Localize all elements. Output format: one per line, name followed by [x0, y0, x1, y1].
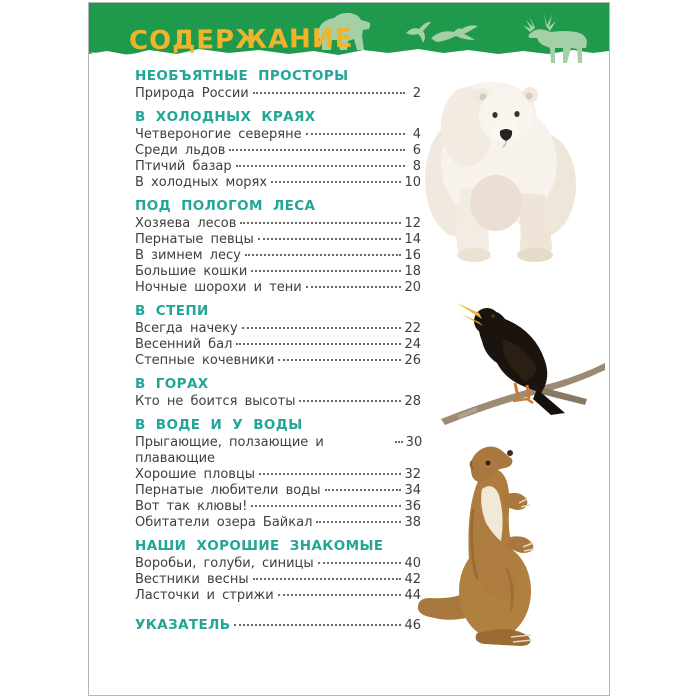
page-number: 46 [404, 618, 421, 633]
entry-title: Обитатели озера Байкал [135, 515, 313, 530]
section-header: В ГОРАХ [135, 376, 209, 392]
toc-entry [135, 232, 421, 248]
page-number: 8 [412, 159, 421, 174]
entry-title: Вот так клювы! [135, 499, 248, 514]
page-number: 24 [404, 337, 421, 352]
dotted-leader [325, 489, 402, 491]
toc-entry [135, 435, 421, 467]
swallow-icon [406, 22, 431, 43]
page-number: 32 [404, 467, 421, 482]
dotted-leader [278, 359, 401, 361]
page-number: 20 [404, 280, 421, 295]
page-number: 44 [404, 588, 421, 603]
page-number: 18 [404, 264, 421, 279]
entry-title: Всегда начеку [135, 321, 238, 336]
page-number: 14 [404, 232, 421, 247]
page-number: 42 [404, 572, 421, 587]
dotted-leader [245, 254, 402, 256]
page-number: 2 [412, 86, 421, 101]
toc-entry [135, 143, 421, 159]
entry-title: Пернатые певцы [135, 232, 254, 247]
table-of-contents [135, 69, 421, 634]
toc-entry [135, 515, 421, 531]
page-number: 4 [412, 127, 421, 142]
toc-entry [135, 86, 421, 102]
dotted-leader [271, 181, 401, 183]
section-header: В СТЕПИ [135, 303, 209, 319]
entry-title: В зимнем лесу [135, 248, 241, 263]
dotted-leader [395, 441, 403, 443]
dotted-leader [236, 165, 405, 167]
dotted-leader [229, 149, 405, 151]
page-number: 12 [404, 216, 421, 231]
section-header: В ХОЛОДНЫХ КРАЯХ [135, 109, 316, 125]
entry-title: Четвероногие северяне [135, 127, 302, 142]
dotted-leader [299, 400, 401, 402]
page-number: 34 [404, 483, 421, 498]
page-number: 16 [404, 248, 421, 263]
entry-title: Ласточки и стрижи [135, 588, 274, 603]
toc-entry [135, 321, 421, 337]
toc-entry [135, 280, 421, 296]
moose-icon [523, 13, 587, 63]
entry-title: Воробьи, голуби, синицы [135, 556, 314, 571]
dotted-leader [253, 578, 402, 580]
toc-entry [135, 159, 421, 175]
section-header: НАШИ ХОРОШИЕ ЗНАКОМЫЕ [135, 538, 384, 554]
index-title: УКАЗАТЕЛЬ [135, 617, 231, 633]
entry-title: Пернатые любители воды [135, 483, 321, 498]
dotted-leader [251, 505, 401, 507]
entry-title: Прыгающие, ползающие и плавающие [135, 435, 324, 466]
dotted-leader [240, 222, 401, 224]
section-header: ПОД ПОЛОГОМ ЛЕСА [135, 198, 316, 214]
dotted-leader [258, 238, 402, 240]
toc-entry [135, 483, 421, 499]
dotted-leader [253, 92, 405, 94]
dotted-leader [242, 327, 402, 329]
entry-title: Среди льдов [135, 143, 226, 158]
entry-title: Степные кочевники [135, 353, 275, 368]
entry-title: Большие кошки [135, 264, 248, 279]
entry-title: Кто не боится высоты [135, 394, 296, 409]
toc-entry [135, 248, 421, 264]
dotted-leader [318, 562, 402, 564]
section-header: В ВОДЕ И У ВОДЫ [135, 417, 303, 433]
page-number: 38 [404, 515, 421, 530]
entry-title: Весенний бал [135, 337, 233, 352]
dotted-leader [278, 594, 402, 596]
toc-entry [135, 216, 421, 232]
toc-entry [135, 588, 421, 604]
page-number: 10 [404, 175, 421, 190]
page-number: 26 [404, 353, 421, 368]
dotted-leader [316, 521, 401, 523]
dotted-leader [236, 343, 401, 345]
toc-entry [135, 572, 421, 588]
entry-title: Вестники весны [135, 572, 249, 587]
eagle-icon [431, 25, 478, 42]
entry-title: Хозяева лесов [135, 216, 237, 231]
section-header: НЕОБЪЯТНЫЕ ПРОСТОРЫ [135, 68, 349, 84]
page-number: 40 [404, 556, 421, 571]
page-number: 22 [404, 321, 421, 336]
contents-banner [89, 3, 609, 57]
starling-image [437, 299, 609, 429]
page-number: 6 [412, 143, 421, 158]
dotted-leader [251, 270, 401, 272]
dotted-leader [306, 286, 402, 288]
page-title: СОДЕРЖАНИЕ [128, 23, 354, 57]
entry-title: Ночные шорохи и тени [135, 280, 302, 295]
page-number: 30 [405, 435, 423, 450]
toc-entry [135, 127, 421, 143]
dotted-leader [306, 133, 405, 135]
index-entry [135, 617, 421, 634]
polar-bear-image [421, 67, 579, 269]
toc-entry [135, 264, 421, 280]
toc-entry [135, 353, 421, 369]
otter-image [415, 439, 567, 653]
toc-entry [135, 499, 421, 515]
entry-title: Хорошие пловцы [135, 467, 256, 482]
entry-title: В холодных морях [135, 175, 268, 190]
toc-entry [135, 467, 421, 483]
page-number: 28 [404, 394, 421, 409]
entry-title: Природа России [135, 86, 249, 101]
dotted-leader [234, 624, 401, 626]
toc-entry [135, 175, 421, 191]
page-number: 36 [404, 499, 421, 514]
toc-entry [135, 394, 421, 410]
toc-entry [135, 556, 421, 572]
entry-title: Птичий базар [135, 159, 232, 174]
book-page [88, 2, 610, 696]
toc-entry [135, 337, 421, 353]
dotted-leader [259, 473, 401, 475]
